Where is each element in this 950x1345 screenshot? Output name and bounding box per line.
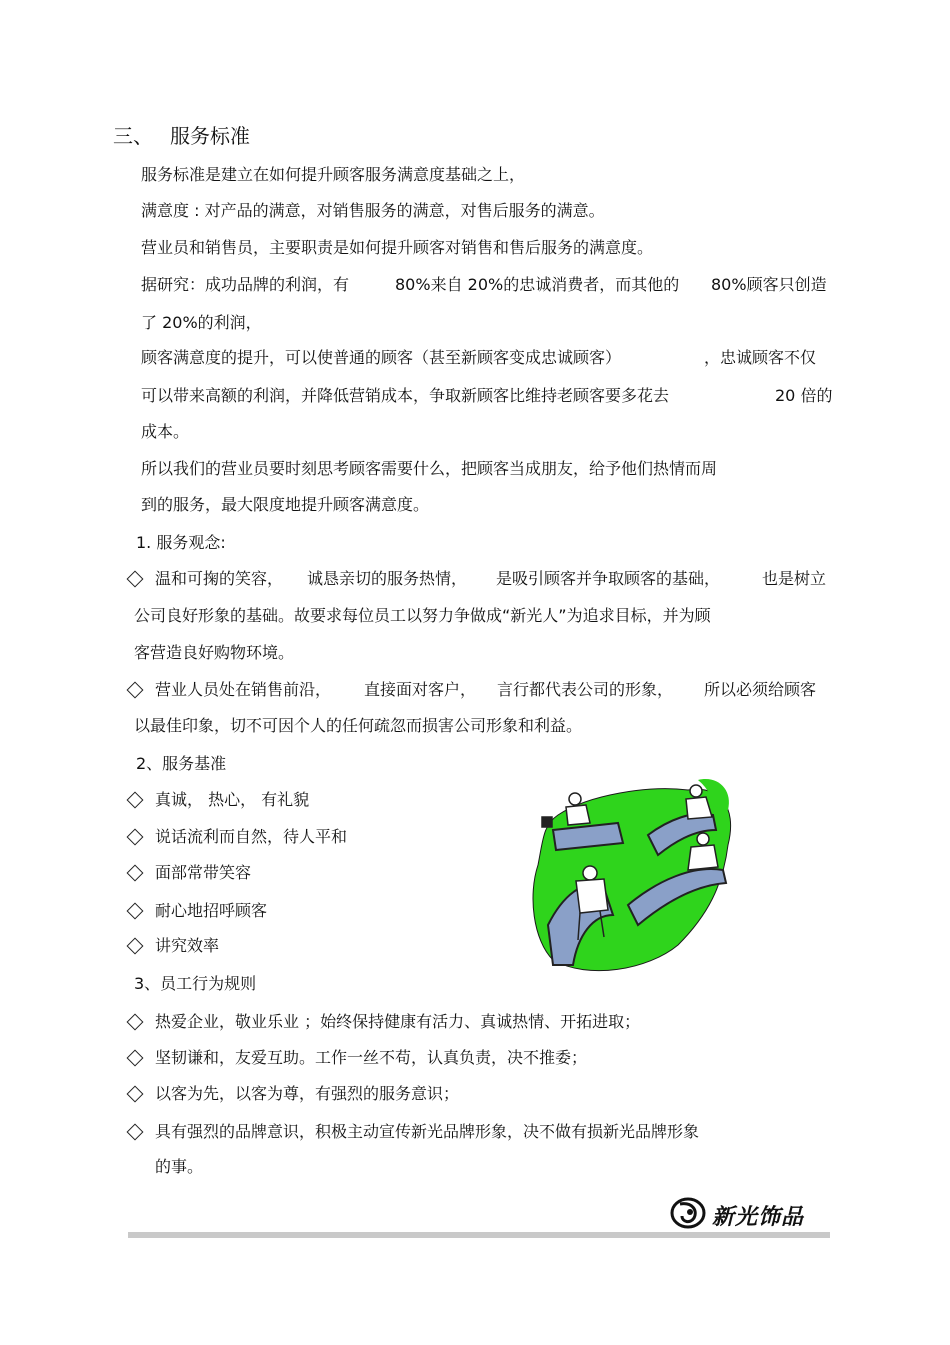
criteria-heading: 2、服务基准 — [136, 754, 227, 773]
diamond-bullet-icon — [127, 1086, 144, 1103]
concept-item-part: 所以必须给顾客 — [704, 680, 817, 699]
concept-item-line: 公司良好形象的基础。故要求每位员工以努力争做成“新光人”为追求目标，并为顾 — [134, 606, 711, 625]
brand-logo-text: 新光饰品 — [712, 1205, 805, 1230]
diamond-bullet-icon — [127, 938, 144, 955]
intro-line: 服务标准是建立在如何提升顾客服务满意度基础之上， — [141, 165, 526, 184]
intro-line: 80%顾客只创造 — [711, 275, 827, 294]
criteria-item: 面部常带笑容 — [155, 863, 252, 882]
concept-heading: 1. 服务观念: — [136, 533, 226, 552]
diamond-bullet-icon — [127, 792, 144, 809]
criteria-item: 说话流利而自然，待人平和 — [155, 827, 348, 846]
concept-item-line: 客营造良好购物环境。 — [134, 643, 295, 662]
intro-line: 营业员和销售员，主要职责是如何提升顾客对销售和售后服务的满意度。 — [141, 238, 654, 257]
intro-line: 了 20%的利润， — [141, 313, 262, 332]
diamond-bullet-icon — [127, 903, 144, 920]
footer-rule — [128, 1232, 830, 1238]
concept-item-part: 直接面对客户， — [364, 680, 477, 699]
diamond-bullet-icon — [127, 1014, 144, 1031]
intro-line: 所以我们的营业员要时刻思考顾客需要什么，把顾客当成朋友，给予他们热情而周 — [141, 459, 718, 478]
concept-item-line: 以最佳印象，切不可因个人的任何疏忽而损害公司形象和利益。 — [134, 716, 583, 735]
intro-line: 满意度 : 对产品的满意，对销售服务的满意，对售后服务的满意。 — [141, 201, 605, 220]
intro-line: ，忠诚顾客不仅 — [704, 348, 817, 367]
clipart-people-paths — [528, 775, 736, 980]
intro-line: 成本。 — [141, 422, 190, 441]
rules-item-continuation: 的事。 — [155, 1157, 204, 1176]
criteria-item: 真诚， 热心， 有礼貌 — [155, 790, 310, 809]
criteria-item: 耐心地招呼顾客 — [155, 901, 268, 920]
rules-item: 热爱企业，敬业乐业 ；始终保持健康有活力、真诚热情、开拓进取； — [155, 1012, 641, 1031]
intro-line: 可以带来高额的利润，并降低营销成本，争取新顾客比维持老顾客要多花去 — [141, 386, 670, 405]
diamond-bullet-icon — [127, 1124, 144, 1141]
intro-line: 20 倍的 — [775, 386, 833, 405]
section-title: 服务标准 — [170, 124, 250, 148]
section-number: 三、 — [113, 124, 153, 148]
concept-item-part: 营业人员处在销售前沿， — [155, 680, 332, 699]
rules-item: 以客为先，以客为尊，有强烈的服务意识； — [155, 1084, 460, 1103]
concept-item-part: 言行都代表公司的形象， — [497, 680, 674, 699]
criteria-item: 讲究效率 — [155, 936, 220, 955]
concept-item-part: 是吸引顾客并争取顾客的基础， — [496, 569, 721, 588]
brand-logo — [668, 1196, 830, 1230]
concept-item-part: 也是树立 — [762, 569, 827, 588]
intro-line: 据研究：成功品牌的利润，有 — [141, 275, 350, 294]
concept-item-part: 诚恳亲切的服务热情， — [307, 569, 468, 588]
diamond-bullet-icon — [127, 865, 144, 882]
rules-item: 坚韧谦和，友爱互助。工作一丝不苟，认真负责，决不推委； — [155, 1048, 588, 1067]
rules-item: 具有强烈的品牌意识，积极主动宣传新光品牌形象，决不做有损新光品牌形象 — [155, 1122, 700, 1141]
intro-line: 到的服务，最大限度地提升顾客满意度。 — [141, 495, 430, 514]
intro-line: 顾客满意度的提升，可以使普通的顾客（甚至新顾客变成忠诚顾客） — [141, 348, 622, 367]
diamond-bullet-icon — [127, 829, 144, 846]
diamond-bullet-icon — [127, 571, 144, 588]
diamond-bullet-icon — [127, 1050, 144, 1067]
brand-emblem-icon — [668, 1196, 708, 1230]
diamond-bullet-icon — [127, 682, 144, 699]
concept-item-part: 温和可掬的笑容， — [155, 569, 284, 588]
rules-heading: 3、员工行为规则 — [134, 974, 257, 993]
intro-line: 80%来自 20%的忠诚消费者，而其他的 — [395, 275, 680, 294]
